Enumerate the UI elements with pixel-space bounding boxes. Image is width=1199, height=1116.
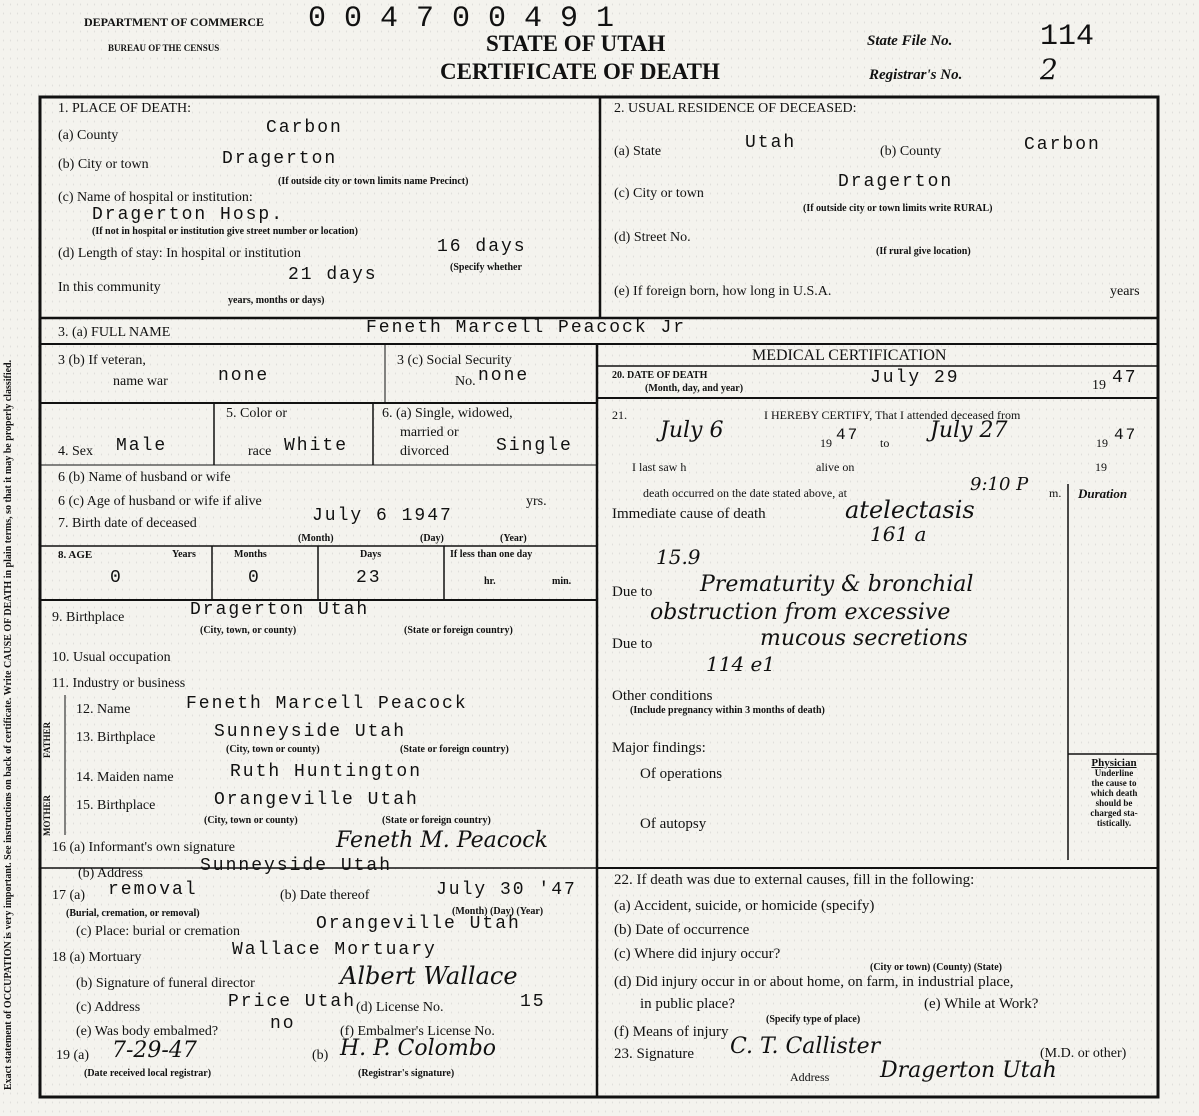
- war-value: none: [218, 366, 270, 386]
- cause-code-1: 161 a: [870, 522, 927, 546]
- immediate-cause-value: atelectasis: [845, 496, 975, 524]
- attendant-address-label: Address: [790, 1070, 830, 1084]
- burial-note: (Burial, cremation, or removal): [66, 908, 200, 919]
- side-instruction: Exact statement of OCCUPATION is very important. See instructions on back of certificate. Write CAUSE OF DEATH in plain terms, so that it may be properly classified.: [3, 359, 14, 1090]
- state-file-label: State File No.: [867, 33, 953, 49]
- father-birth-value: Sunneyside Utah: [214, 722, 407, 742]
- county-label: (a) County: [58, 128, 119, 143]
- from-year: 47: [836, 426, 860, 444]
- certify-text: I HEREBY CERTIFY, That I attended deceased from: [764, 408, 1021, 422]
- last-saw-label: I last saw h: [632, 460, 687, 474]
- mother-city-note: (City, town or county): [204, 815, 298, 826]
- res-city-value: Dragerton: [838, 172, 954, 192]
- received-value: 7-29-47: [112, 1038, 197, 1063]
- burial-mdy-note: (Month) (Day) (Year): [452, 906, 544, 917]
- city-value: Dragerton: [222, 149, 338, 169]
- registrar-label: Registrar's No.: [869, 67, 963, 83]
- father-name-label: 12. Name: [76, 702, 131, 717]
- age-days: 23: [356, 568, 382, 588]
- months-head: Months: [234, 549, 267, 560]
- res-county-value: Carbon: [1024, 135, 1101, 155]
- received-label: 19 (a): [56, 1048, 90, 1063]
- burial-place-value: Orangeville Utah: [316, 914, 521, 934]
- registrar-number: 2: [1040, 53, 1058, 86]
- res-city-label: (c) City or town: [614, 186, 704, 201]
- veteran-label: 3 (b) If veteran,: [58, 353, 146, 368]
- date-death-value: July 29: [870, 368, 960, 388]
- street-label: (d) Street No.: [614, 230, 691, 245]
- attended-from: July 6: [660, 418, 724, 443]
- father-name-value: Feneth Marcell Peacock: [186, 694, 468, 714]
- city-note: (If outside city or town limits name Precinct): [278, 176, 469, 187]
- stay-value: 16 days: [437, 237, 527, 257]
- attendant-signature-label: 23. Signature: [614, 1046, 694, 1062]
- due-to-1-label: Due to: [612, 584, 653, 600]
- city-label: (b) City or town: [58, 157, 149, 172]
- attendant-address: Dragerton Utah: [880, 1058, 1057, 1083]
- operations-label: Of operations: [640, 766, 723, 782]
- informant-addr-value: Sunneyside Utah: [200, 856, 393, 876]
- spouse-name-label: 6 (b) Name of husband or wife: [58, 470, 231, 485]
- due-to-2-value: mucous secretions: [760, 626, 968, 651]
- war-label: name war: [113, 374, 168, 389]
- county-value: Carbon: [266, 118, 343, 138]
- race-value: White: [284, 436, 349, 456]
- father-birth-label: 13. Birthplace: [76, 730, 156, 745]
- full-name-value: Feneth Marcell Peacock Jr: [366, 318, 687, 338]
- certificate-title: CERTIFICATE OF DEATH: [440, 59, 720, 84]
- burial-place-label: (c) Place: burial or cremation: [76, 924, 241, 939]
- birth-date-label: 7. Birth date of deceased: [58, 516, 197, 531]
- serial-number: 0 0 4 7 0 0 4 9 1: [308, 2, 615, 36]
- occurred-label: death occurred on the date stated above, at: [643, 486, 847, 500]
- informant-sig-label: 16 (a) Informant's own signature: [52, 840, 235, 855]
- birthplace-value: Dragerton Utah: [190, 600, 370, 620]
- ss-value: none: [478, 366, 530, 386]
- registrar-sig-label: (b): [312, 1048, 329, 1063]
- registrar-sig-note: (Registrar's signature): [358, 1068, 455, 1079]
- hospital-label: (c) Name of hospital or institution:: [58, 190, 253, 205]
- burial-date-value: July 30 '47: [436, 880, 577, 900]
- community-value: 21 days: [288, 265, 378, 285]
- father-state-note: (State or foreign country): [400, 744, 509, 755]
- hospital-note: (If not in hospital or institution give street number or location): [92, 226, 358, 237]
- date-death-note: (Month, day, and year): [645, 383, 744, 394]
- mother-state-note: (State or foreign country): [382, 815, 491, 826]
- father-city-note: (City, town or county): [226, 744, 320, 755]
- full-name-label: 3. (a) FULL NAME: [58, 325, 171, 340]
- external-a: (a) Accident, suicide, or homicide (specify): [614, 898, 875, 914]
- street-note: (If rural give location): [876, 246, 971, 257]
- mortuary-value: Wallace Mortuary: [232, 940, 437, 960]
- other-conditions-label: Other conditions: [612, 688, 713, 704]
- maiden-name-value: Ruth Huntington: [230, 762, 423, 782]
- years-head: Years: [172, 549, 196, 560]
- received-note: (Date received local registrar): [84, 1068, 212, 1079]
- external-d2: in public place?: [640, 996, 735, 1012]
- external-spec-note: (Specify type of place): [766, 1014, 861, 1025]
- years-label: years: [1110, 284, 1140, 299]
- autopsy-label: Of autopsy: [640, 816, 707, 832]
- m-label: m.: [1049, 486, 1062, 500]
- burial-date-label: (b) Date thereof: [280, 888, 370, 903]
- month-note: (Month): [298, 533, 334, 544]
- place-of-death-heading: 1. PLACE OF DEATH:: [58, 101, 192, 116]
- mortuary-address-value: Price Utah: [228, 992, 357, 1012]
- residence-heading: 2. USUAL RESIDENCE OF DECEASED:: [614, 101, 857, 116]
- external-b: (b) Date of occurrence: [614, 922, 750, 938]
- burial-label: 17 (a): [52, 888, 86, 903]
- race-label: race: [248, 444, 272, 459]
- director-label: (b) Signature of funeral director: [76, 976, 255, 991]
- birth-date-value: July 6 1947: [312, 506, 453, 526]
- day-note: (Day): [420, 533, 444, 544]
- hr-label: hr.: [484, 576, 496, 587]
- license-label: (d) License No.: [356, 1000, 444, 1015]
- to-label: to: [880, 436, 890, 450]
- registrar-signature: H. P. Colombo: [340, 1036, 497, 1061]
- res-state-value: Utah: [745, 133, 797, 153]
- maiden-name-label: 14. Maiden name: [76, 770, 174, 785]
- sex-label: 4. Sex: [58, 444, 93, 459]
- mortuary-address-label: (c) Address: [76, 1000, 141, 1015]
- external-e: (e) While at Work?: [924, 996, 1039, 1012]
- days-head: Days: [360, 549, 382, 560]
- md-note: (M.D. or other): [1040, 1046, 1127, 1061]
- res-state-label: (a) State: [614, 144, 662, 159]
- cause-code-2: 15.9: [656, 545, 701, 569]
- occupation-label: 10. Usual occupation: [52, 650, 171, 665]
- license-value: 15: [520, 992, 546, 1012]
- year-note: (Year): [500, 533, 527, 544]
- less-than-day-head: If less than one day: [450, 549, 533, 560]
- attended-to: July 27: [930, 418, 1008, 443]
- department-label: DEPARTMENT OF COMMERCE: [84, 15, 265, 29]
- informant-signature: Feneth M. Peacock: [336, 828, 548, 853]
- due-to-2-label: Due to: [612, 636, 653, 652]
- marital-label: 6. (a) Single, widowed,: [382, 406, 513, 421]
- min-label: min.: [552, 576, 572, 587]
- alive-on-label: alive on: [816, 460, 855, 474]
- ymd-note: years, months or days): [228, 295, 325, 306]
- bureau-label: BUREAU OF THE CENSUS: [108, 43, 220, 53]
- marital-label-2: married or: [400, 425, 459, 440]
- spouse-age-label: 6 (c) Age of husband or wife if alive: [58, 494, 262, 509]
- director-signature: Albert Wallace: [340, 962, 518, 990]
- major-findings-label: Major findings:: [612, 740, 706, 756]
- external-c: (c) Where did injury occur?: [614, 946, 781, 962]
- mother-birth-value: Orangeville Utah: [214, 790, 419, 810]
- due-to-1-value: Prematurity & bronchial: [700, 572, 974, 597]
- immediate-cause-label: Immediate cause of death: [612, 506, 766, 522]
- burial-value: removal: [108, 880, 198, 900]
- ss-label: 3 (c) Social Security: [397, 353, 512, 368]
- birthplace-city-note: (City, town, or county): [200, 625, 297, 636]
- specify-note: (Specify whether: [450, 262, 522, 273]
- color-label: 5. Color or: [226, 406, 288, 421]
- due-to-1b-value: obstruction from excessive: [650, 600, 951, 625]
- cause-code-3: 114 e1: [706, 652, 776, 676]
- age-years: 0: [110, 568, 123, 588]
- foreign-label: (e) If foreign born, how long in U.S.A.: [614, 284, 832, 299]
- state-heading: STATE OF UTAH: [486, 31, 666, 56]
- community-label: In this community: [58, 280, 161, 295]
- time-of-death: 9:10 P: [970, 474, 1029, 495]
- external-c-note: (City or town) (County) (State): [870, 962, 1003, 973]
- stay-label: (d) Length of stay: In hospital or institution: [58, 246, 302, 261]
- other-conditions-note: (Include pregnancy within 3 months of death): [630, 705, 825, 716]
- external-d: (d) Did injury occur in or about home, on farm, in industrial place,: [614, 974, 1014, 990]
- age-label: 8. AGE: [58, 549, 93, 561]
- duration-label: Duration: [1078, 486, 1128, 501]
- res-county-label: (b) County: [880, 144, 942, 159]
- physician-note-box: Physician Underline the cause to which death should be charged sta- tistically.: [1090, 757, 1138, 828]
- medical-heading: MEDICAL CERTIFICATION: [752, 347, 947, 364]
- res-city-note: (If outside city or town limits write RURAL): [803, 203, 993, 214]
- date-year-prefix: 19: [1092, 378, 1106, 393]
- birthplace-state-note: (State or foreign country): [404, 625, 513, 636]
- sex-value: Male: [116, 436, 168, 456]
- marital-label-3: divorced: [400, 444, 449, 459]
- birthplace-label: 9. Birthplace: [52, 610, 125, 625]
- mother-tag: MOTHER: [42, 794, 52, 836]
- date-death-label: 20. DATE OF DEATH: [612, 370, 708, 381]
- embalmer-license-label: (f) Embalmer's License No.: [340, 1024, 495, 1039]
- mortuary-label: 18 (a) Mortuary: [52, 950, 142, 965]
- external-f: (f) Means of injury: [614, 1024, 729, 1040]
- embalmed-value: no: [270, 1014, 296, 1034]
- item-21-number: 21.: [612, 408, 627, 422]
- external-heading: 22. If death was due to external causes, fill in the following:: [614, 872, 975, 888]
- mother-birth-label: 15. Birthplace: [76, 798, 156, 813]
- industry-label: 11. Industry or business: [52, 676, 186, 691]
- state-file-number: 114: [1040, 20, 1095, 54]
- to-year: 47: [1114, 426, 1138, 444]
- ss-no-label: No.: [455, 374, 476, 389]
- attendant-signature: C. T. Callister: [730, 1034, 881, 1059]
- embalmed-label: (e) Was body embalmed?: [76, 1024, 219, 1039]
- age-months: 0: [248, 568, 261, 588]
- hospital-value: Dragerton Hosp.: [92, 205, 285, 225]
- date-year-value: 47: [1112, 368, 1138, 388]
- marital-value: Single: [496, 436, 573, 456]
- informant-addr-label: (b) Address: [78, 866, 143, 881]
- yrs-label: yrs.: [526, 494, 547, 509]
- father-tag: FATHER: [42, 721, 52, 758]
